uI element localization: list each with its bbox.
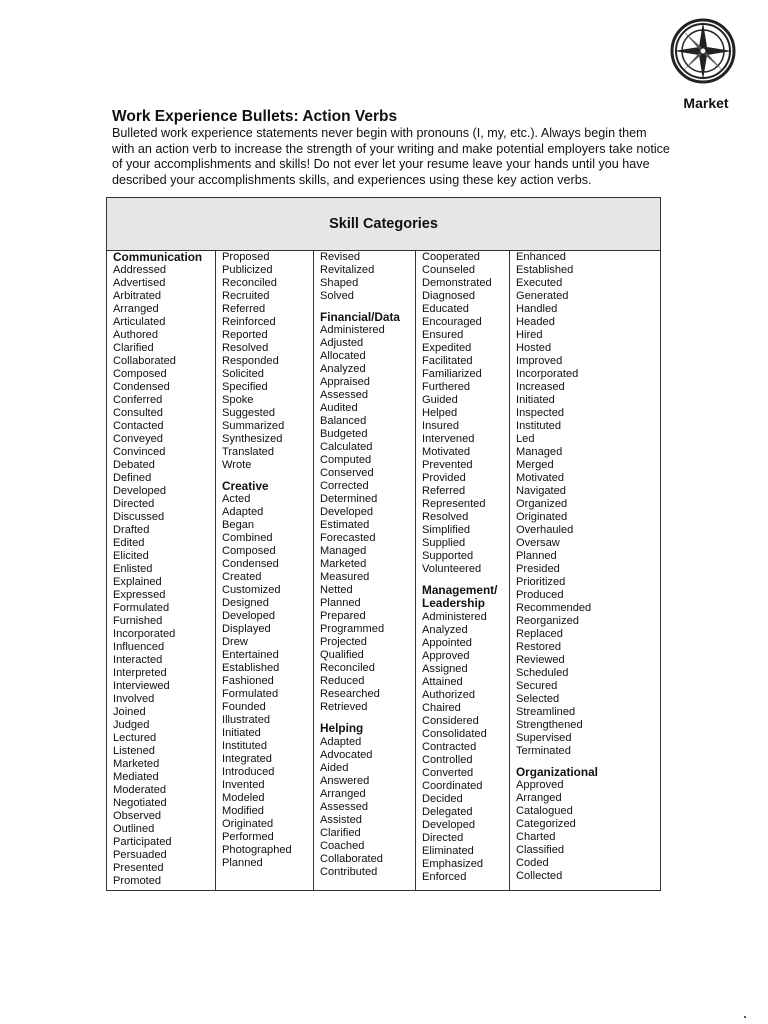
action-verb: Discussed: [113, 511, 165, 524]
category-heading: Financial/Data: [320, 310, 400, 324]
action-verb: Solved: [320, 290, 354, 302]
action-verb: Replaced: [516, 628, 563, 640]
action-verb: Charted: [516, 831, 556, 844]
action-verb: Managed: [516, 446, 563, 458]
action-verb: Incorporated: [516, 368, 579, 380]
action-verb: Strengthened: [516, 719, 583, 731]
action-verb: Reconciled: [320, 662, 375, 675]
action-verb: Collected: [516, 870, 563, 883]
action-verb: Administered: [422, 610, 487, 623]
action-verb: Marketed: [320, 558, 367, 571]
action-verb: Furthered: [422, 381, 471, 393]
action-verb: Helped: [422, 407, 458, 419]
action-verb: Revised: [320, 251, 361, 263]
action-verb: Assessed: [320, 800, 369, 813]
action-verb: Edited: [113, 537, 145, 550]
action-verb: Acted: [222, 493, 251, 506]
action-verb: Adjusted: [320, 337, 364, 350]
action-verb: Introduced: [222, 766, 275, 779]
action-verb: Measured: [320, 571, 370, 584]
action-verb: Audited: [320, 402, 358, 415]
action-verb: Calculated: [320, 441, 373, 454]
action-verb: Adapted: [222, 506, 264, 519]
action-verb: Projected: [320, 636, 367, 649]
action-verb: Influenced: [113, 641, 165, 654]
action-verb: Conferred: [113, 394, 163, 407]
action-verb: Referred: [422, 485, 466, 497]
action-verb: Involved: [113, 693, 155, 706]
action-verb: Developed: [222, 610, 276, 623]
category-heading: Creative: [222, 479, 269, 493]
action-verb: Improved: [516, 355, 563, 367]
action-verb: Approved: [422, 649, 470, 662]
action-verb: Conveyed: [113, 433, 163, 446]
action-verb: Instituted: [516, 420, 562, 432]
action-verb: Merged: [516, 459, 554, 471]
action-verb: Enforced: [422, 870, 467, 883]
action-verb: Reported: [222, 329, 268, 341]
action-verb: Appointed: [422, 636, 472, 649]
action-verb: Displayed: [222, 623, 271, 636]
action-verb: Budgeted: [320, 428, 368, 441]
action-verb: Resolved: [222, 342, 269, 354]
action-verb: Navigated: [516, 485, 566, 497]
action-verb: Responded: [222, 355, 279, 367]
action-verb: Balanced: [320, 415, 367, 428]
action-verb: Synthesized: [222, 433, 283, 445]
action-verb: Integrated: [222, 753, 272, 766]
action-verb: Conserved: [320, 467, 374, 480]
action-verb: Formulated: [113, 602, 170, 615]
category-heading: Helping: [320, 721, 364, 736]
action-verb: Corrected: [320, 480, 369, 493]
action-verb: Composed: [222, 545, 276, 558]
action-verb: Elicited: [113, 550, 149, 563]
action-verb: Provided: [422, 472, 466, 484]
action-verb: Overhauled: [516, 524, 574, 536]
action-verb: Qualified: [320, 649, 364, 662]
action-verb: Guided: [422, 394, 458, 406]
action-verb: Recruited: [222, 290, 270, 302]
action-verb: Scheduled: [516, 667, 569, 679]
action-verb: Oversaw: [516, 537, 560, 549]
action-verb: Aided: [320, 761, 349, 774]
action-verb: Began: [222, 519, 255, 532]
action-verb: Eliminated: [422, 844, 474, 857]
action-verb: Incorporated: [113, 628, 176, 641]
action-verb: Expressed: [113, 589, 166, 602]
action-verb: Allocated: [320, 350, 366, 363]
column-4: [416, 251, 510, 890]
action-verb: Photographed: [222, 844, 292, 857]
action-verb: Hired: [516, 329, 543, 341]
action-verb: Persuaded: [113, 849, 167, 862]
action-verb: Convinced: [113, 446, 166, 459]
action-verb: Volunteered: [422, 563, 482, 575]
action-verb: Furnished: [113, 615, 163, 628]
action-verb: Advocated: [320, 748, 373, 761]
action-verb: Appraised: [320, 376, 370, 389]
action-verb: Outlined: [113, 823, 155, 836]
action-verb: Prepared: [320, 610, 366, 623]
action-verb: Developed: [113, 485, 167, 498]
action-verb: Established: [516, 264, 574, 276]
action-verb: Judged: [113, 719, 150, 732]
action-verb: Performed: [222, 831, 274, 844]
action-verb: Initiated: [516, 394, 555, 406]
action-verb: Composed: [113, 368, 167, 381]
action-verb: Publicized: [222, 264, 273, 276]
action-verb: Entertained: [222, 649, 279, 662]
action-verb: Specified: [222, 381, 268, 393]
action-verb: Hosted: [516, 342, 552, 354]
action-verb: Restored: [516, 641, 562, 653]
action-verb: Expedited: [422, 342, 472, 354]
action-verb: Simplified: [422, 524, 471, 536]
action-verb: Counseled: [422, 264, 476, 276]
action-verb: Educated: [422, 303, 469, 315]
action-verb: Referred: [222, 303, 266, 315]
action-verb: Inspected: [516, 407, 565, 419]
action-verb: Considered: [422, 714, 479, 727]
action-verb: Emphasized: [422, 857, 484, 870]
action-verb: Arbitrated: [113, 290, 162, 303]
action-verb: Determined: [320, 493, 378, 506]
action-verb: Organized: [516, 498, 568, 510]
action-verb: Spoke: [222, 394, 254, 406]
action-verb: Resolved: [422, 511, 469, 523]
action-verb: Defined: [113, 472, 152, 485]
action-verb: Originated: [222, 818, 274, 831]
action-verb: Intervened: [422, 433, 475, 445]
action-verb: Enhanced: [516, 251, 566, 263]
category-heading: Management/: [422, 583, 498, 597]
action-verb: Consulted: [113, 407, 163, 420]
action-verb: Directed: [113, 498, 155, 511]
action-verb: Decided: [422, 792, 463, 805]
category-heading: Communication: [113, 250, 203, 264]
action-verb: Reinforced: [222, 316, 276, 328]
action-verb: Solicited: [222, 368, 264, 380]
action-verb: Led: [516, 433, 535, 445]
action-verb: Modeled: [222, 792, 265, 805]
action-verb: Answered: [320, 774, 370, 787]
category-heading: Organizational: [516, 765, 598, 779]
action-verb: Forecasted: [320, 532, 376, 545]
action-verb: Planned: [320, 597, 361, 610]
action-verb: Designed: [222, 597, 269, 610]
action-verb: Handled: [516, 303, 558, 315]
action-verb: Prioritized: [516, 576, 566, 588]
action-verb: Executed: [516, 277, 563, 289]
action-verb: Encouraged: [422, 316, 482, 328]
page-title: Work Experience Bullets: Action Verbs: [112, 108, 398, 125]
action-verb: Authorized: [422, 688, 476, 701]
action-verb: Terminated: [516, 745, 571, 757]
action-verb: Approved: [516, 779, 564, 792]
action-verb: Fashioned: [222, 675, 274, 688]
action-verb: Collaborated: [320, 852, 383, 865]
action-verb: Assessed: [320, 389, 369, 402]
action-verb: Consolidated: [422, 727, 487, 740]
action-verb: Marketed: [113, 758, 160, 771]
column-2: [216, 251, 314, 890]
action-verb: Presented: [113, 862, 164, 875]
action-verb: Reduced: [320, 675, 365, 688]
action-verb: Secured: [516, 680, 558, 692]
action-verb: Demonstrated: [422, 277, 492, 289]
action-verb: Authored: [113, 329, 159, 342]
action-verb: Articulated: [113, 316, 166, 329]
action-verb: Explained: [113, 576, 162, 589]
action-verb: Listened: [113, 745, 155, 758]
action-verb: Adapted: [320, 735, 362, 748]
action-verb: Developed: [422, 818, 476, 831]
action-verb: Advertised: [113, 277, 166, 290]
action-verb: Debated: [113, 459, 155, 472]
table-heading: Skill Categories: [107, 198, 660, 251]
action-verb: Computed: [320, 454, 372, 467]
action-verb: Wrote: [222, 459, 252, 471]
action-verb: Supervised: [516, 732, 572, 744]
action-verb: Negotiated: [113, 797, 167, 810]
action-verb: Estimated: [320, 519, 370, 532]
action-verb: Researched: [320, 688, 380, 701]
action-verb: Addressed: [113, 264, 167, 277]
action-verb: Collaborated: [113, 355, 176, 368]
action-verb: Controlled: [422, 753, 473, 766]
action-verb: Presided: [516, 563, 560, 575]
action-verb: Delegated: [422, 805, 473, 818]
action-verb: Planned: [222, 857, 263, 870]
action-verb: Increased: [516, 381, 565, 393]
action-verb: Contracted: [422, 740, 477, 753]
action-verb: Lectured: [113, 732, 157, 745]
action-verb: Illustrated: [222, 714, 271, 727]
action-verb: Coordinated: [422, 779, 483, 792]
action-verb: Ensured: [422, 329, 464, 341]
action-verb: Selected: [516, 693, 560, 705]
action-verb: Moderated: [113, 784, 167, 797]
skill-categories-table: [106, 197, 661, 891]
action-verb: Arranged: [516, 792, 562, 805]
action-verb: Interviewed: [113, 680, 170, 693]
action-verb: Programmed: [320, 623, 385, 636]
action-verb: Familiarized: [422, 368, 482, 380]
action-verb: Analyzed: [320, 363, 366, 376]
action-verb: Reconciled: [222, 277, 277, 289]
action-verb: Streamlined: [516, 706, 576, 718]
action-verb: Originated: [516, 511, 568, 523]
action-verb: Assisted: [320, 813, 362, 826]
column-5: [510, 251, 660, 890]
action-verb: Participated: [113, 836, 172, 849]
action-verb: Planned: [516, 550, 557, 562]
action-verb: Customized: [222, 584, 281, 597]
action-verb: Clarified: [320, 826, 361, 839]
action-verb: Coached: [320, 839, 365, 852]
action-verb: Analyzed: [422, 623, 468, 636]
action-verb: Instituted: [222, 740, 268, 753]
action-verb: Managed: [320, 545, 367, 558]
action-verb: Reorganized: [516, 615, 579, 627]
action-verb: Established: [222, 662, 280, 675]
action-verb: Headed: [516, 316, 555, 328]
action-verb: Mediated: [113, 771, 159, 784]
action-verb: Created: [222, 571, 262, 584]
action-verb: Suggested: [222, 407, 276, 419]
action-verb: Facilitated: [422, 355, 473, 367]
compass-rose-icon: [670, 18, 736, 84]
action-verb: Supported: [422, 550, 474, 562]
action-verb: Founded: [222, 701, 266, 714]
action-verb: Promoted: [113, 875, 162, 888]
action-verb: Netted: [320, 584, 353, 597]
action-verb: Interacted: [113, 654, 163, 667]
action-verb: Developed: [320, 506, 374, 519]
action-verb: Classified: [516, 844, 565, 857]
category-heading: Leadership: [422, 596, 485, 611]
action-verb: Condensed: [222, 558, 279, 571]
intro-paragraph: Bulleted work experience statements never begin with pronouns (I, my, etc.). Always begin them with an action verb to increase the strength of your writing and make potential employers take notice of your accomplishments and skills! Do not ever let your resume leave your hands until you have described your accomplishments skills, and experiences using these key action verbs.: [112, 126, 670, 187]
action-verb: Drew: [222, 636, 248, 649]
action-verb: Directed: [422, 831, 464, 844]
action-verb: Contributed: [320, 865, 378, 878]
action-verb: Enlisted: [113, 563, 153, 576]
action-verb: Combined: [222, 532, 273, 545]
action-verb: Translated: [222, 446, 275, 458]
action-verb: Reviewed: [516, 654, 565, 666]
action-verb: Catalogued: [516, 805, 573, 818]
action-verb: Represented: [422, 498, 486, 510]
action-verb: Modified: [222, 805, 264, 818]
action-verb: Contacted: [113, 420, 164, 433]
action-verb: Condensed: [113, 381, 170, 394]
action-verb: Recommended: [516, 602, 592, 614]
action-verb: Joined: [113, 706, 146, 719]
action-verb: Prevented: [422, 459, 473, 471]
action-verb: Chaired: [422, 701, 461, 714]
action-verb: Diagnosed: [422, 290, 476, 302]
action-verb: Observed: [113, 810, 162, 823]
action-verb: Supplied: [422, 537, 466, 549]
action-verb: Arranged: [113, 303, 159, 316]
action-verb: Proposed: [222, 251, 270, 263]
action-verb: Interpreted: [113, 667, 167, 680]
action-verb: Invented: [222, 779, 265, 792]
action-verb: Produced: [516, 589, 564, 601]
action-verb: Attained: [422, 675, 463, 688]
action-verb: Revitalized: [320, 264, 375, 276]
action-verb: Formulated: [222, 688, 279, 701]
action-verb: Generated: [516, 290, 569, 302]
column-1: [107, 251, 216, 890]
action-verb: Clarified: [113, 342, 154, 355]
action-verb: Shaped: [320, 277, 359, 289]
action-verb: Cooperated: [422, 251, 480, 263]
logo-label: Market: [683, 95, 729, 111]
action-verb: Insured: [422, 420, 460, 432]
action-verb: Administered: [320, 324, 385, 337]
action-verb: Summarized: [222, 420, 285, 432]
action-verb: Initiated: [222, 727, 261, 740]
action-verb: Assigned: [422, 662, 468, 675]
column-3: [314, 251, 416, 890]
action-verb: Motivated: [516, 472, 565, 484]
action-verb: Retrieved: [320, 701, 368, 714]
action-verb: Motivated: [422, 446, 471, 458]
action-verb: Drafted: [113, 524, 150, 537]
page-mark: [744, 1016, 746, 1018]
action-verb: Coded: [516, 857, 549, 870]
action-verb: Arranged: [320, 787, 366, 800]
action-verb: Categorized: [516, 818, 576, 831]
action-verb: Converted: [422, 766, 474, 779]
